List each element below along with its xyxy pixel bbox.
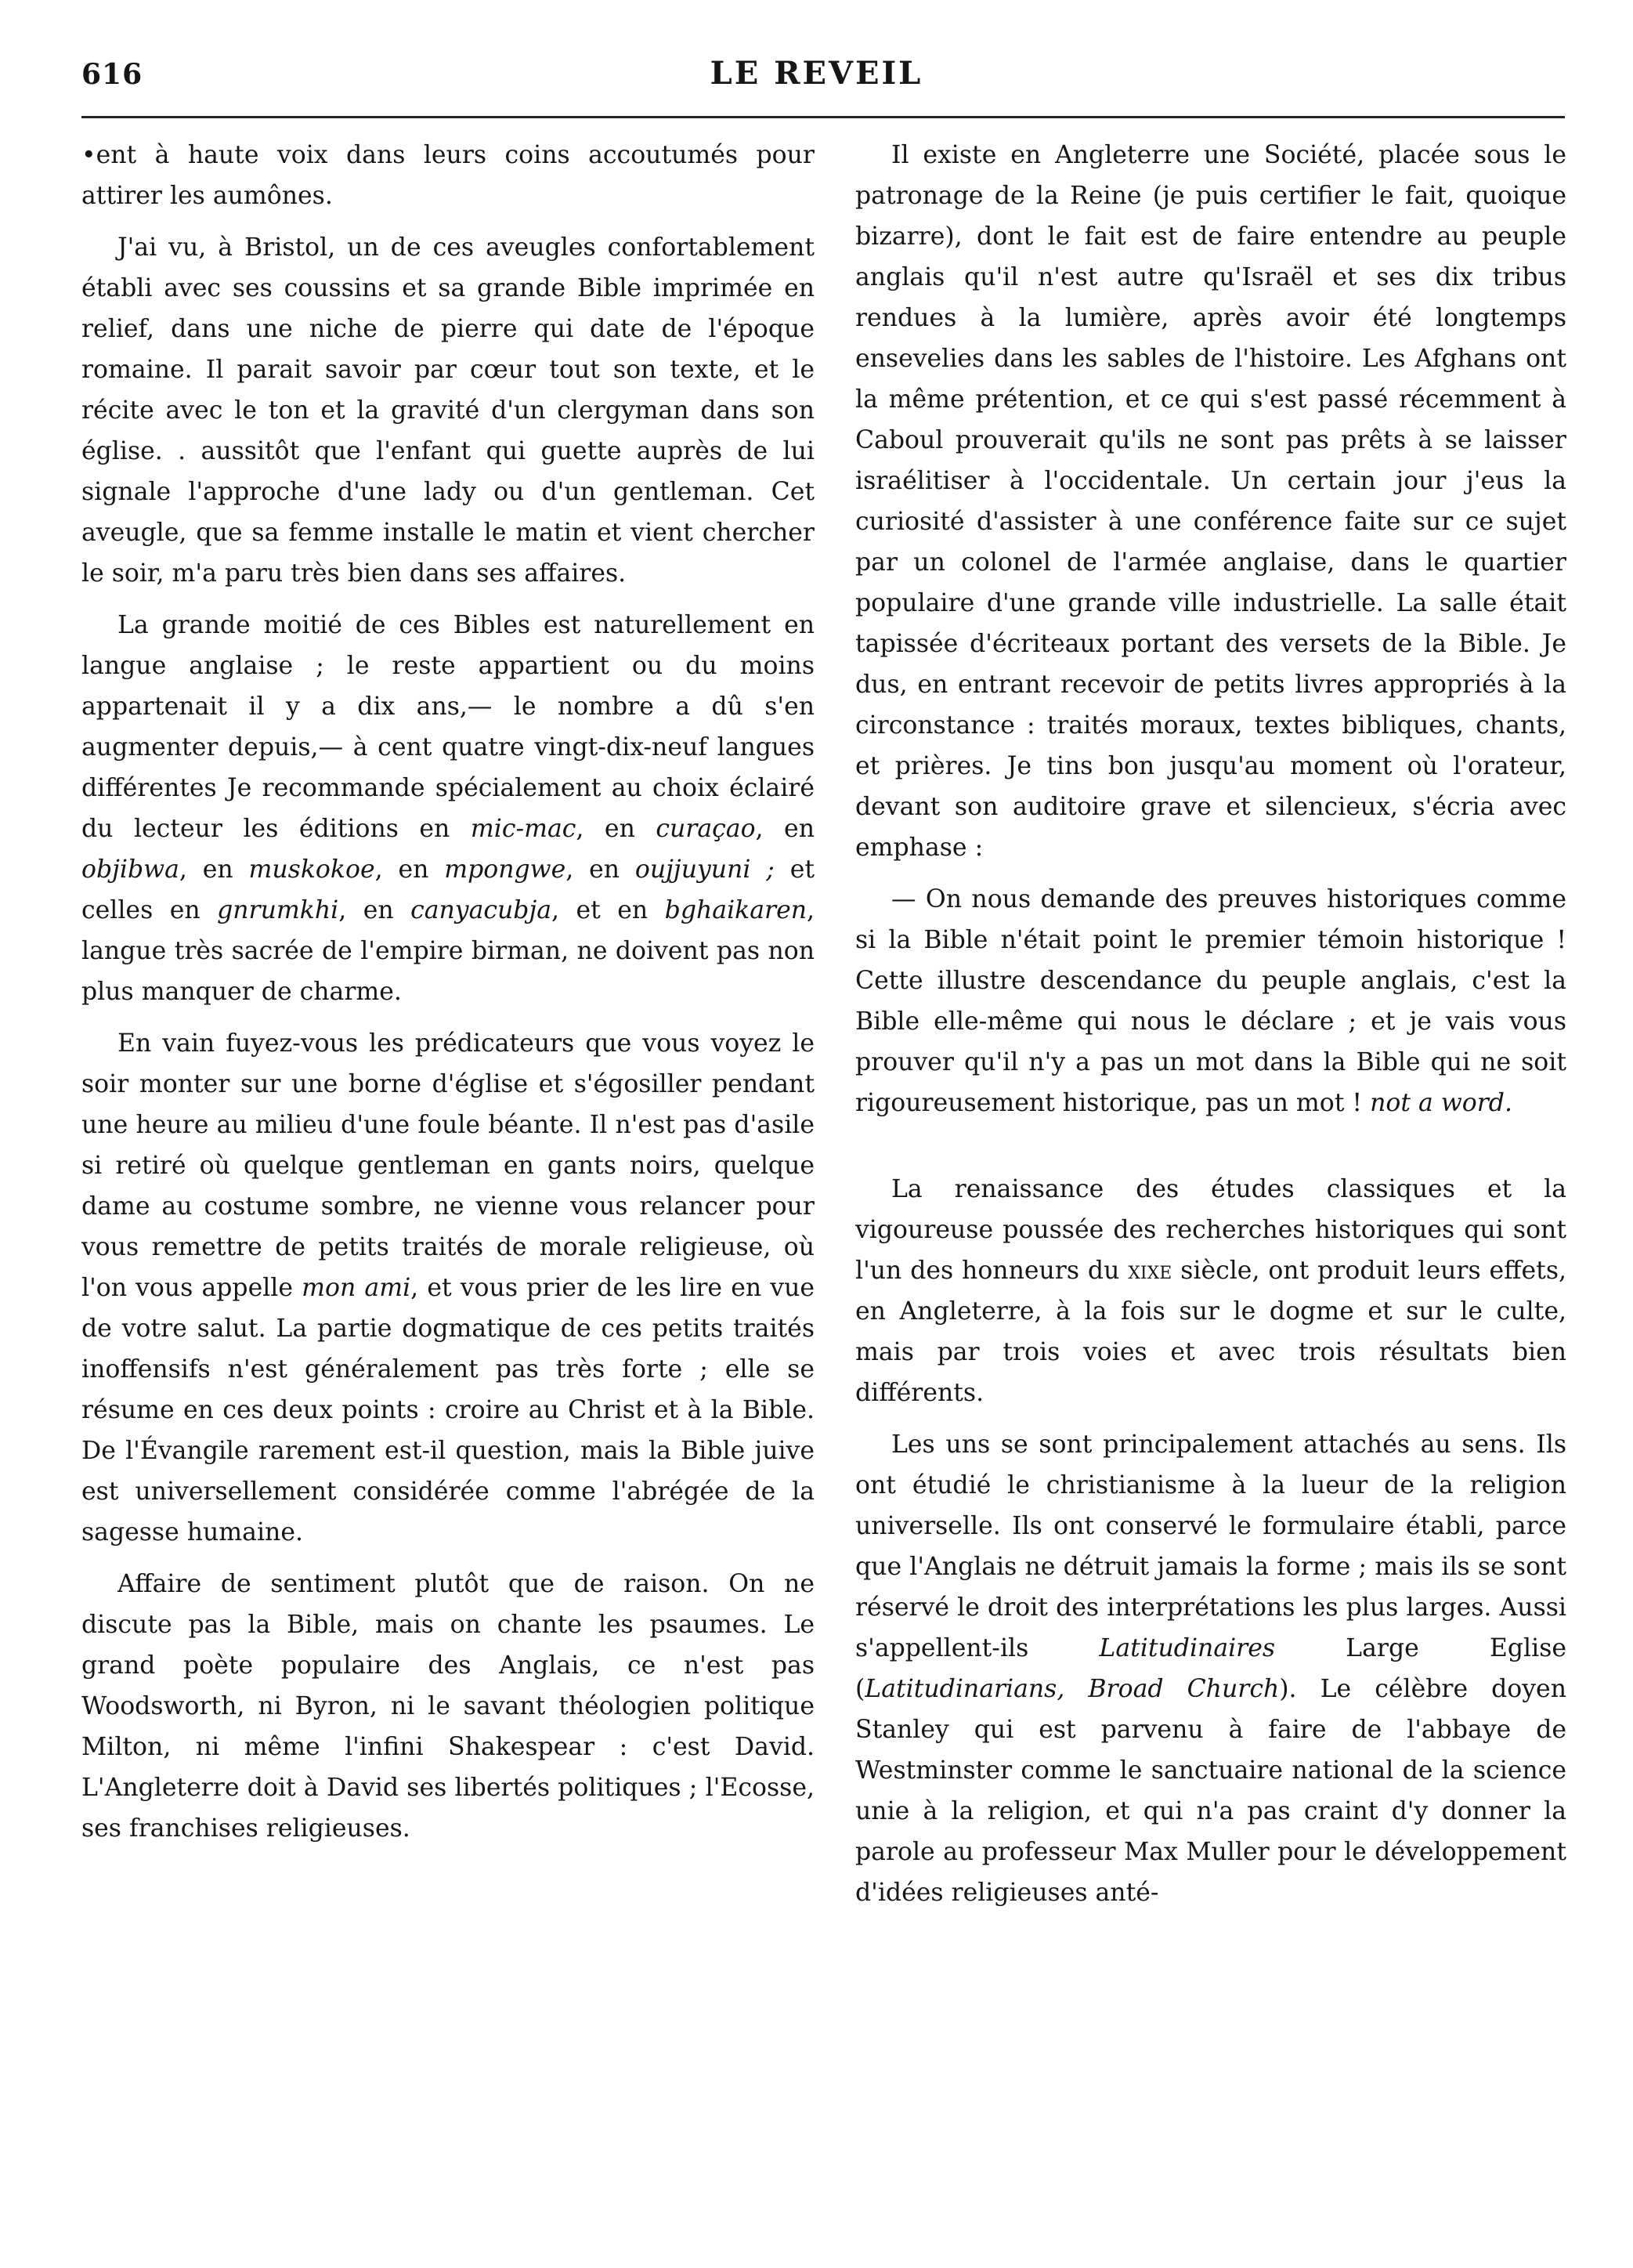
italic-term: objibwa	[81, 855, 179, 884]
italic-term: bghaikaren	[664, 896, 807, 924]
italic-term: Latitudinarians, Broad Church	[865, 1675, 1280, 1703]
running-title: LE REVEIL	[710, 55, 923, 92]
italic-term: mon ami	[302, 1274, 411, 1302]
italic-term: canyacubja	[410, 896, 552, 924]
paragraph: •ent à haute voix dans leurs coins accoutumés pour attirer les aumônes.	[81, 141, 815, 210]
right-column	[855, 135, 1566, 1924]
paragraph: Affaire de sentiment plutôt que de raison. On ne discute pas la Bible, mais on chante les psaumes. Le grand poète populaire des Anglais, ce n'est pas Woodsworth, ni Byron, ni le savant théologien politique Milton, ni même l'infini Shakespear : c'est David. L'Angleterre doit à David ses libertés politiques ; l'Ecosse, ses franchises religieuses.	[81, 1570, 815, 1843]
italic-term: mic-mac	[470, 815, 576, 843]
paragraph: Il existe en Angleterre une Société, placée sous le patronage de la Reine (je puis certifier le fait, quoique bizarre), dont le fait est de faire entendre au peuple anglais qu'il n'est autre qu'Israël et ses dix tribus rendues à la lumière, après avoir été longtemps ensevelies dans les sables de l'histoire. Les Afghans ont la même prétention, et ce qui s'est passé récemment à Caboul prouverait qu'ils ne sont pas prêts à se laisser israélitiser à l'occidentale. Un certain jour j'eus la curiosité d'assister à une conférence faite sur ce sujet par un colonel de l'armée anglaise, dans le quartier populaire d'une grande ville industrielle. La salle était tapissée d'écriteaux portant des versets de la Bible. Je dus, en entrant recevoir de petits livres appropriés à la circonstance : traités moraux, textes bibliques, chants, et prières. Je tins bon jusqu'au moment où l'orateur, devant son auditoire grave et silencieux, s'écria avec emphase :	[855, 141, 1566, 862]
paragraph: La renaissance des études classiques et la vigoureuse poussée des recherches historiques qui sont l'un des honneurs du xixe siècle, ont produit leurs effets, en Angleterre, à la fois sur le dogme et sur le culte, mais par trois voies et avec trois résultats bien différents.	[855, 1175, 1567, 1407]
italic-term: mpongwe	[444, 855, 566, 884]
page-number: 616	[81, 58, 143, 91]
italic-term: Latitudinaires	[1099, 1634, 1276, 1662]
left-column	[81, 135, 815, 1860]
paragraph: J'ai vu, à Bristol, un de ces aveugles confortablement établi avec ses coussins et sa grande Bible imprimée en relief, dans une niche de pierre qui date de l'époque romaine. Il parait savoir par cœur tout son texte, et le récite avec le ton et la gravité d'un clergyman dans son église. . aussitôt que l'enfant qui guette auprès de lui signale l'approche d'une lady ou d'un gentleman. Cet aveugle, que sa femme installe le matin et vient chercher le soir, m'a paru très bien dans ses affaires.	[81, 233, 815, 588]
century-numeral: xixe	[1128, 1257, 1172, 1285]
header-rule	[81, 116, 1565, 118]
italic-term: gnrumkhi	[217, 896, 339, 924]
paragraph: La grande moitié de ces Bibles est naturellement en langue anglaise ; le reste appartient ou du moins appartenait il y a dix ans,— le nombre a dû s'en augmenter depuis,— à cent quatre vingt-dix-neuf langues différentes Je recommande spécialement au choix éclairé du lecteur les éditions en mic-mac, en curaçao, en objibwa, en muskokoe, en mpongwe, en oujjuyuni ; et celles en gnrumkhi, en canyacubja, et en bghaikaren, langue très sacrée de l'empire birman, ne doivent pas non plus manquer de charme.	[81, 611, 815, 1006]
italic-term: not a word.	[1370, 1089, 1512, 1117]
italic-term: muskokoe	[248, 855, 375, 884]
italic-term: oujjuyuni ;	[634, 855, 775, 884]
paragraph: — On nous demande des preuves historiques comme si la Bible n'était point le premier témoin historique ! Cette illustre descendance du peuple anglais, c'est la Bible elle-même qui nous le déclare ; et je vais vous prouver qu'il n'y a pas un mot dans la Bible qui ne soit rigoureusement historique, pas un mot ! not a word.	[855, 885, 1566, 1117]
italic-term: curaçao	[656, 815, 756, 843]
paragraph: Les uns se sont principalement attachés au sens. Ils ont étudié le christianisme à la lueur de la religion universelle. Ils ont conservé le formulaire établi, parce que l'Anglais ne détruit jamais la forme ; mais ils se sont réservé le droit des interprétations les plus larges. Aussi s'appellent-ils Latitudinaires Large Eglise (Latitudinarians, Broad Church). Le célèbre doyen Stanley qui est parvenu à faire de l'abbaye de Westminster comme le sanctuaire national de la science unie à la religion, et qui n'a pas craint d'y donner la parole au professeur Max Muller pour le développement d'idées religieuses anté-	[855, 1431, 1566, 1907]
paragraph: En vain fuyez-vous les prédicateurs que vous voyez le soir monter sur une borne d'église et s'égosiller pendant une heure au milieu d'une foule béante. Il n'est pas d'asile si retiré où quelque gentleman en gants noirs, quelque dame au costume sombre, ne vienne vous relancer pour vous remettre de petits traités de morale religieuse, où l'on vous appelle mon ami, et vous prier de les lire en vue de votre salut. La partie dogmatique de ces petits traités inoffensifs n'est généralement pas très forte ; elle se résume en ces deux points : croire au Christ et à la Bible. De l'Évangile rarement est-il question, mais la Bible juive est universellement considérée comme l'abrégée de la sagesse humaine.	[81, 1029, 815, 1546]
